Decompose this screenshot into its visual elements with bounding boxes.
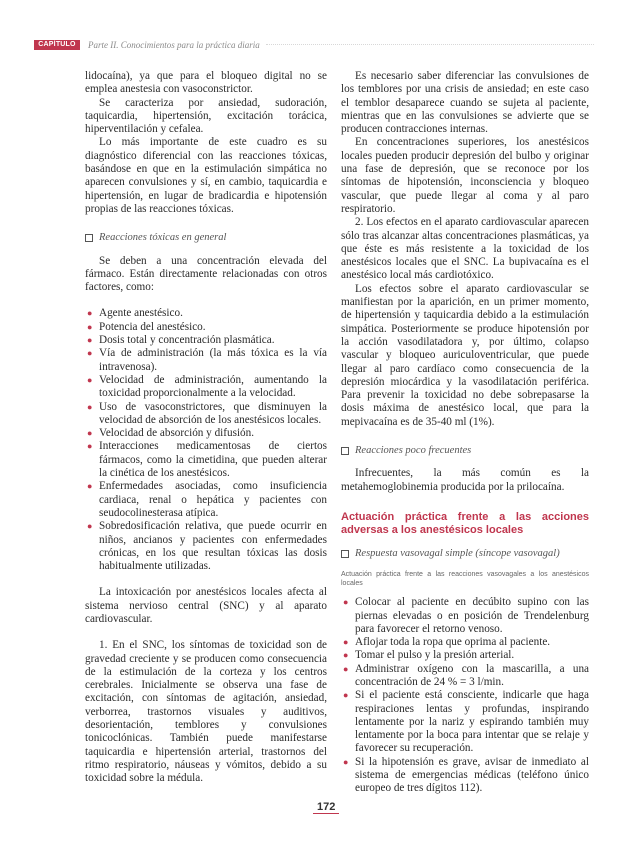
subheading-infrequent-reactions: Reacciones poco frecuentes — [341, 444, 589, 457]
list-item: ● Interacciones medicamentosas de ciertos fármacos, como la cimetidina, que pueden alterar la cinética de los anestésicos. — [87, 440, 327, 480]
left-column — [85, 70, 327, 786]
list-item: ● Vía de administración (la más tóxica es la vía intravenosa). — [87, 347, 327, 373]
subheading-toxic-reactions: Reacciones tóxicas en general — [85, 231, 327, 244]
factors-list — [85, 307, 327, 573]
list-item: ● Enfermedades asociadas, como insuficiencia cardiaca, renal o hepática y pacientes con seudocolinesterasa atípica. — [87, 480, 327, 519]
bullet-icon: ● — [343, 597, 349, 608]
figure-caption: Actuación práctica frente a las reacciones vasovagales a los anestésicos locales — [341, 571, 589, 588]
bullet-icon: ● — [87, 428, 93, 439]
paragraph: En concentraciones superiores, los anestésicos locales pueden producir depresión del bulbo y originar una fase de depresión, que se reconoce por los síntomas de hipotensión, inconsciencia y bloqueo vascular, que puede llegar al coma y al paro respiratorio. — [341, 136, 589, 215]
square-bullet-icon — [341, 447, 349, 455]
bullet-icon: ● — [87, 521, 93, 532]
square-bullet-icon — [85, 234, 93, 242]
list-item: ● Sobredosificación relativa, que puede ocurrir en niños, ancianos y pacientes con enfermedades crónicas, en los que resultan tóxicas las dosis habitualmente utilizadas. — [87, 520, 327, 573]
section-title: Actuación práctica frente a las acciones adversas a los anestésicos locales — [341, 510, 589, 536]
list-item: ● Agente anestésico. — [87, 307, 183, 320]
bullet-icon: ● — [87, 441, 93, 452]
bullet-icon: ● — [87, 321, 93, 332]
paragraph: Se deben a una concentración elevada del fármaco. Están directamente relacionadas con otros factores, como: — [85, 254, 327, 294]
paragraph: Lo más importante de este cuadro es su diagnóstico diferencial con las reacciones tóxicas, basándose en que en la estimulación simpática no aparecen convulsiones y sí, en cambio, taquicardia e hipertensión, en lugar de bradicardia e hipotensión propias de las reacciones tóxicas. — [85, 136, 327, 215]
paragraph: Los efectos sobre el aparato cardiovascular se manifiestan por la aparición, en un primer momento, de hipertensión y taquicardia debido a la estimulación simpática. Posteriormente se produce hipotensión por la acción vasodilatadora y, por último, colapso vascular y bloqueo auriculoventricular, que puede llegar al paro cardíaco como consecuencia de la depresión miocárdica y la vasodilatación periférica. Para prevenir la toxicidad no debe sobrepasarse la dosis máxima de anestésico local, que para la mepivacaína es de 35-40 ml (1%). — [341, 282, 589, 428]
paragraph: Se caracteriza por ansiedad, sudoración, taquicardia, hipertensión, excitación torácica, hiperventilación y cefalea. — [85, 96, 327, 136]
bullet-icon: ● — [343, 637, 349, 648]
right-column — [341, 70, 589, 796]
header-divider — [266, 44, 594, 46]
list-item: ● Potencia del anestésico. — [87, 320, 206, 333]
running-head-title: Parte II. Conocimientos para la práctica diaria — [88, 40, 260, 50]
bullet-icon: ● — [343, 650, 349, 661]
running-header — [34, 39, 594, 51]
bullet-icon: ● — [87, 308, 93, 319]
list-item: ● Uso de vasoconstrictores, que disminuyen la velocidad de absorción de los anestésicos locales. — [87, 400, 327, 426]
list-item: ● Tomar el pulso y la presión arterial. — [343, 649, 515, 662]
square-bullet-icon — [341, 550, 349, 558]
list-item: ● Velocidad de administración, aumentando la toxicidad proporcionalmente a la velocidad. — [87, 373, 327, 400]
bullet-icon: ● — [87, 374, 93, 385]
bullet-icon: ● — [87, 401, 93, 412]
list-item: ● Si la hipotensión es grave, avisar de inmediato al sistema de emergencias médicas (teléfono único europeo de tres dígitos 112). — [343, 755, 589, 795]
bullet-icon: ● — [87, 335, 93, 346]
list-item: ● Si el paciente está consciente, indicarle que haga respiraciones lentas y profundas, inspirando lentamente por la nariz y espirando también muy lentamente por la boca para intentar que se relaje y favorecer su recuperación. — [343, 689, 589, 755]
paragraph: Es necesario saber diferenciar las convulsiones de los temblores por una crisis de ansiedad; en este caso el temblor desaparece cuando se sujeta al paciente, mientras que en las convulsiones se advierte que se producen contracciones internas. — [341, 70, 589, 136]
list-item: ● Dosis total y concentración plasmática. — [87, 334, 275, 347]
bullet-icon: ● — [87, 348, 93, 359]
paragraph: La intoxicación por anestésicos locales afecta al sistema nervioso central (SNC) y al aparato cardiovascular. — [85, 586, 327, 625]
paragraph: lidocaína), ya que para el bloqueo digital no se emplea anestesia con vasoconstrictor. — [85, 70, 327, 96]
paragraph: Infrecuentes, la más común es la metahemoglobinemia producida por la prilocaína. — [341, 467, 589, 493]
page-number: 172 — [313, 801, 339, 814]
bullet-icon: ● — [343, 756, 349, 767]
bullet-icon: ● — [343, 690, 349, 701]
list-item: ● Aflojar toda la ropa que oprima al paciente. — [343, 636, 551, 649]
bullet-icon: ● — [343, 663, 349, 674]
paragraph: 2. Los efectos en el aparato cardiovascular aparecen sólo tras alcanzar altas concentraciones plasmáticas, ya que éste es más resistente a la toxicidad de los anestésicos locales que el SNC. La bupivacaína es el anestésico local más cardiotóxico. — [341, 216, 589, 282]
list-item: ● Colocar al paciente en decúbito supino con las piernas elevadas o en posición de Trendelenburg para favorecer el retorno venoso. — [343, 596, 589, 635]
chapter-tag: CAPÍTULO — [34, 40, 80, 50]
bullet-icon: ● — [87, 481, 93, 492]
paragraph: 1. En el SNC, los síntomas de toxicidad son de gravedad creciente y se producen como consecuencia de la estimulación de la corteza y los centros cerebrales. Inicialmente se observa una fase de excitación, con síntomas de agitación, ansiedad, verborrea, trastornos visuales y auditivos, desorientación, temblores y convulsiones tonicoclónicas. También puede manifestarse taquicardia e hipertensión arterial, trastornos del ritmo respiratorio, náuseas y vómitos, debido a su toxicidad sobre la médula. — [85, 639, 327, 785]
subheading-vasovagal: Respuesta vasovagal simple (síncope vasovagal) — [341, 547, 589, 560]
actions-list — [341, 596, 589, 795]
list-item: ● Administrar oxígeno con la mascarilla, a una concentración de 24 % = 3 l/min. — [343, 662, 589, 688]
list-item: ● Velocidad de absorción y difusión. — [87, 427, 255, 440]
